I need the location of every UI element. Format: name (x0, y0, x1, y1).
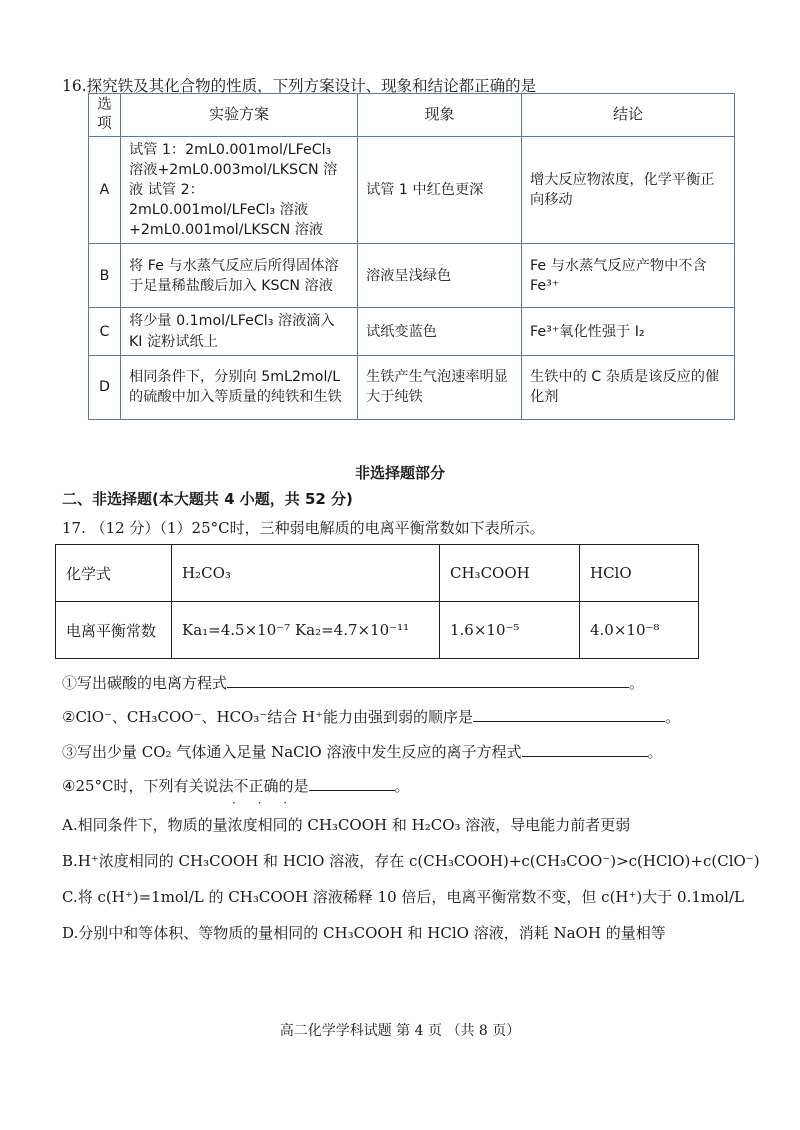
section-title: 非选择题部分 (354, 464, 445, 482)
answer-blank[interactable] (522, 741, 648, 757)
conclusion-cell: Fe 与水蒸气反应产物中不含 Fe³⁺ (522, 244, 735, 308)
header-option: 选 项 (89, 94, 121, 137)
constant-h2co3: Ka₁=4.5×10⁻⁷ Ka₂=4.7×10⁻¹¹ (172, 602, 440, 659)
constant-label: 电离平衡常数 (56, 602, 172, 659)
formula-label: 化学式 (56, 545, 172, 602)
option-label: C (89, 308, 121, 355)
emphasis-dots: · · · (232, 796, 297, 810)
option-a: A.相同条件下，物质的量浓度相同的 CH₃COOH 和 H₂CO₃ 溶液，导电能力前者更弱 (62, 816, 631, 834)
plan-cell: 将少量 0.1mol/LFeCl₃ 溶液滴入 KI 淀粉试纸上 (121, 308, 358, 355)
period: 。 (665, 708, 681, 726)
conclusion-cell: Fe³⁺氧化性强于 I₂ (522, 308, 735, 355)
answer-blank[interactable] (309, 775, 395, 791)
table-row (56, 602, 699, 659)
conclusion-cell: 增大反应物浓度，化学平衡正向移动 (522, 136, 735, 244)
option-label: B (89, 244, 121, 308)
table-row (89, 308, 735, 355)
plan-cell: 试管 1：2mL0.001mol/LFeCl₃ 溶液+2mL0.003mol/LKSCN 溶液 试管 2：2mL0.001mol/LFeCl₃ 溶液+2mL0.001mol/LKSCN 溶液 (121, 136, 358, 244)
page-footer: 高二化学学科试题 第 4 页 （共 8 页） (279, 1023, 521, 1039)
option-d: D.分别中和等体积、等物质的量相同的 CH₃COOH 和 HClO 溶液，消耗 NaOH 的量相等 (62, 924, 666, 942)
option-label: D (89, 355, 121, 419)
formula-ch3cooh: CH₃COOH (440, 545, 580, 602)
option-c: C.将 c(H⁺)=1mol/L 的 CH₃COOH 溶液稀释 10 倍后，电离平衡常数不变，但 c(H⁺)大于 0.1mol/L (62, 888, 744, 906)
table-row (89, 244, 735, 308)
table-header-row (89, 94, 735, 137)
question-17-3 (62, 741, 663, 762)
section-heading: 二、非选择题(本大题共 4 小题，共 52 分) (62, 490, 353, 508)
answer-blank[interactable] (227, 672, 629, 688)
option-b: B.H⁺浓度相同的 CH₃COOH 和 HClO 溶液，存在 c(CH₃COOH)+c(CH₃COO⁻)>c(HClO)+c(ClO⁻) (62, 852, 760, 870)
plan-cell: 将 Fe 与水蒸气反应后所得固体溶于足量稀盐酸后加入 KSCN 溶液 (121, 244, 358, 308)
phenomenon-cell: 试纸变蓝色 (358, 308, 522, 355)
question-16-table (88, 93, 735, 420)
header-plan: 实验方案 (121, 94, 358, 137)
period: 。 (629, 674, 645, 692)
conclusion-cell: 生铁中的 C 杂质是该反应的催化剂 (522, 355, 735, 419)
header-conclusion: 结论 (522, 94, 735, 137)
ionization-constants-table (55, 544, 699, 659)
question-17-2 (62, 706, 680, 727)
option-label: A (89, 136, 121, 244)
question-17-1 (62, 672, 644, 693)
phenomenon-cell: 溶液呈浅绿色 (358, 244, 522, 308)
plan-cell: 相同条件下，分别向 5mL2mol/L 的硫酸中加入等质量的纯铁和生铁 (121, 355, 358, 419)
header-phenomenon: 现象 (358, 94, 522, 137)
question-16-title: 16.探究铁及其化合物的性质，下列方案设计、现象和结论都正确的是 (62, 77, 537, 95)
constant-hclo: 4.0×10⁻⁸ (580, 602, 699, 659)
table-row (89, 136, 735, 244)
constant-ch3cooh: 1.6×10⁻⁵ (440, 602, 580, 659)
question-text: ②ClO⁻、CH₃COO⁻、HCO₃⁻结合 H⁺能力由强到弱的顺序是 (62, 708, 474, 726)
question-17-4 (62, 775, 410, 796)
formula-h2co3: H₂CO₃ (172, 545, 440, 602)
formula-hclo: HClO (580, 545, 699, 602)
table-row (56, 545, 699, 602)
question-text: ③写出少量 CO₂ 气体通入足量 NaClO 溶液中发生反应的离子方程式 (62, 743, 522, 761)
phenomenon-cell: 试管 1 中红色更深 (358, 136, 522, 244)
period: 。 (394, 777, 410, 795)
answer-blank[interactable] (473, 706, 665, 722)
table-row (89, 355, 735, 419)
question-text: ④25°C时，下列有关说法不正确的是 (62, 777, 309, 795)
question-17-intro: 17. （12 分）（1）25°C时，三种弱电解质的电离平衡常数如下表所示。 (62, 519, 545, 537)
phenomenon-cell: 生铁产生气泡速率明显大于纯铁 (358, 355, 522, 419)
period: 。 (647, 743, 663, 761)
question-text: ①写出碳酸的电离方程式 (62, 674, 228, 692)
